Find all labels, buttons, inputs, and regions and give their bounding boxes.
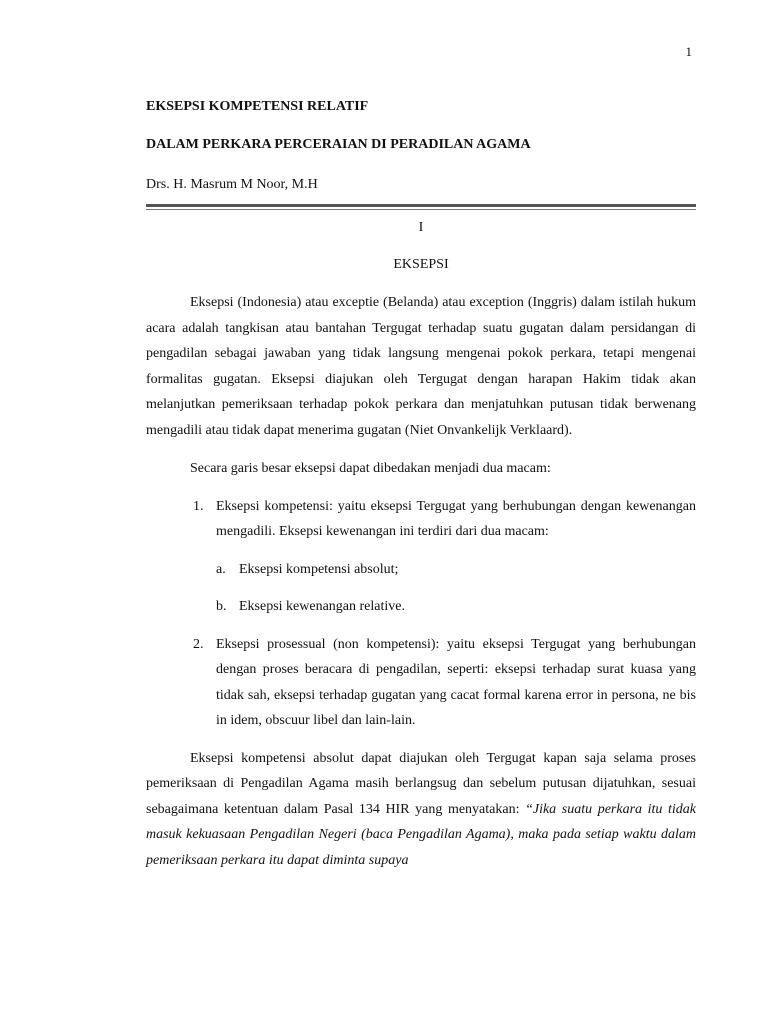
section-heading: EKSEPSI (393, 257, 449, 272)
author: Drs. H. Masrum M Noor, M.H (146, 177, 318, 192)
quoted-article-text: “Jika suatu perkara itu tidak masuk kekuasaan Pengadilan Negeri (baca Pengadilan Agama), maka pada setiap waktu dalam pemeriksaan perkara itu dapat diminta supaya (146, 801, 696, 868)
paragraph-classification: Secara garis besar eksepsi dapat dibedakan menjadi dua macam: (190, 461, 551, 476)
list-item (146, 632, 696, 734)
paragraph-absolute-competence (146, 746, 696, 874)
sub-list-marker: b. (216, 599, 227, 614)
document-body (146, 290, 696, 873)
title-divider (146, 204, 696, 210)
title-block (146, 97, 696, 195)
sub-list-item (216, 557, 696, 583)
section-number: I (418, 220, 424, 235)
sub-list-item-text: Eksepsi kewenangan relative. (239, 599, 405, 614)
sub-list-item-text: Eksepsi kompetensi absolut; (239, 561, 399, 577)
page-number: 1 (685, 44, 692, 59)
list-item-text: Eksepsi kompetensi: yaitu eksepsi Tergugat yang berhubungan dengan kewenangan mengadili. Eksepsi kewenangan ini terdiri dari dua macam: (216, 498, 696, 539)
list-marker: 2. (193, 636, 204, 652)
document-title: EKSEPSI KOMPETENSI RELATIF (146, 99, 369, 114)
list-item-text: Eksepsi prosessual (non kompetensi): yaitu eksepsi Tergugat yang berhubungan dengan proses beracara di pengadilan, seperti: eksepsi terhadap surat kuasa yang tidak sah, eksepsi terhadap gugatan yang cacat formal karena error in persona, ne bis in idem, obscuur libel dan lain-lain. (216, 636, 696, 728)
paragraph-text: Eksepsi kompetensi absolut dapat diajukan oleh Tergugat kapan saja selama proses pemeriksaan di Pengadilan Agama masih berlangsug dan sebelum putusan dijatuhkan, sesuai sebagaimana ketentuan dalam Pasal 134 HIR yang menyatakan: (146, 750, 696, 817)
list-marker: 1. (193, 498, 204, 514)
eksepsi-types-list (146, 494, 696, 734)
sub-list (216, 557, 696, 620)
paragraph-definition: Eksepsi (Indonesia) atau exceptie (Belanda) atau exception (Inggris) dalam istilah hukum acara adalah tangkisan atau bantahan Tergugat terhadap suatu gugatan dalam persidangan di pengadilan sebagai jawaban yang tidak langsung mengenai pokok perkara, tetapi mengenai formalitas gugatan. Eksepsi diajukan oleh Tergugat dengan harapan Hakim tidak akan melanjutkan pemeriksaan terhadap pokok perkara dan menjatuhkan putusan tidak berwenang mengadili atau tidak dapat menerima gugatan (Niet Onvankelijk Verklaard). (146, 295, 696, 438)
sub-list-item (216, 594, 696, 620)
sub-list-marker: a. (216, 561, 226, 577)
document-subtitle: DALAM PERKARA PERCERAIAN DI PERADILAN AGAMA (146, 137, 531, 152)
list-item (146, 494, 696, 620)
